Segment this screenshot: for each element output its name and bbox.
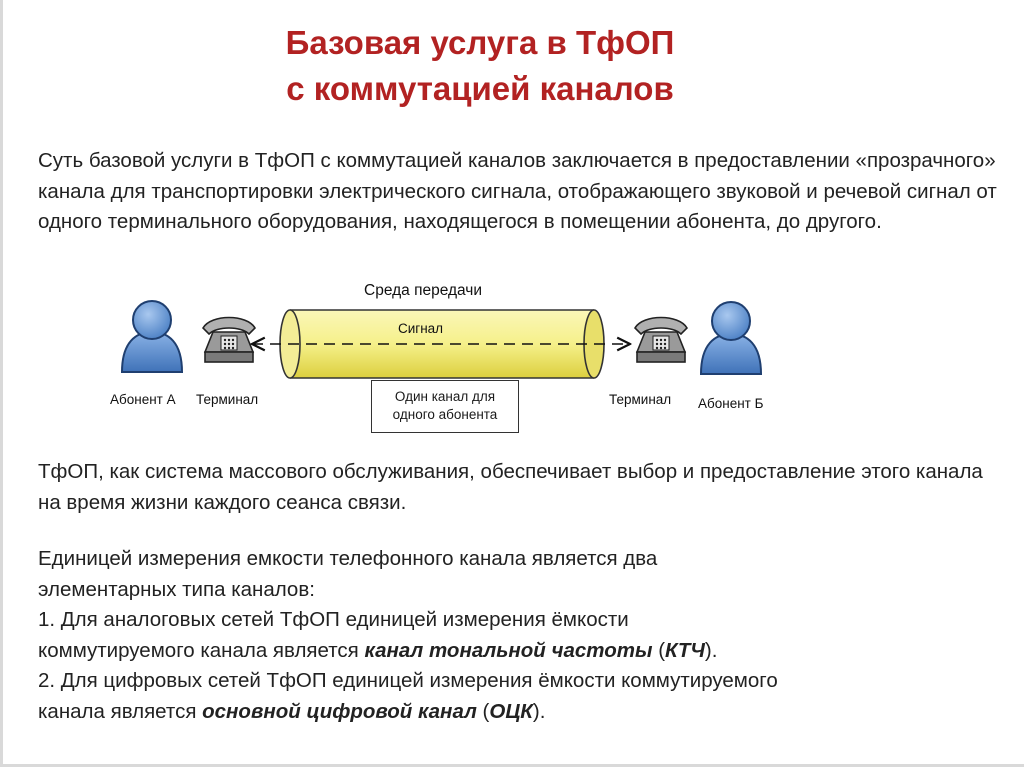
analog-open-paren: (	[652, 638, 666, 662]
ktch-term: канал тональной частоты	[364, 638, 653, 662]
analog-close-paren: ).	[704, 638, 718, 662]
person-b-icon	[701, 302, 761, 374]
digital-open-paren: (	[476, 699, 490, 723]
telephone-a-icon	[203, 318, 255, 363]
units-line-1: Единицей измерения емкости телефонного канала является два	[38, 547, 658, 570]
channel-units-paragraph	[38, 544, 998, 727]
title-line-1: Базовая услуга в ТфОП	[285, 24, 675, 61]
slide-title	[160, 20, 800, 112]
subscriber-a-label: Абонент А	[110, 392, 176, 407]
transmission-medium-label: Среда передачи	[364, 282, 483, 299]
person-a-icon	[122, 301, 182, 372]
telephone-b-icon	[635, 318, 687, 363]
signal-label: Сигнал	[398, 321, 444, 336]
otsk-term: основной цифровой канал	[202, 699, 477, 723]
ktch-abbr: КТЧ	[665, 638, 705, 662]
channel-box-line-2: одного абонента	[392, 407, 498, 422]
channel-callout-box	[371, 380, 519, 433]
analog-item-middle: коммутируемого канала является	[38, 638, 365, 662]
channel-diagram	[0, 270, 1024, 450]
analog-item-prefix: 1. Для аналоговых сетей ТфОП единицей измерения ёмкости	[38, 608, 629, 631]
otsk-abbr: ОЦК	[489, 699, 533, 723]
intro-paragraph: Суть базовой услуги в ТфОП с коммутацией каналов заключается в предоставлении «прозрачного» канала для транспортировки электрического сигнала, отображающего звуковой и речевой сигнал от одного терминального оборудования, находящегося в помещении абонента, до другого.	[38, 149, 997, 233]
digital-item-prefix: 2. Для цифровых сетей ТфОП единицей измерения ёмкости коммутируемого	[38, 669, 778, 692]
channel-box-line-1: Один канал для	[394, 389, 496, 404]
terminal-a-label: Терминал	[196, 392, 259, 407]
subscriber-b-label: Абонент Б	[698, 396, 764, 411]
digital-item-middle: канала является	[38, 699, 203, 723]
mass-service-paragraph: ТфОП, как система массового обслуживания, обеспечивает выбор и предоставление этого канала на время жизни каждого сеанса связи.	[38, 460, 983, 514]
units-line-2: элементарных типа каналов:	[38, 577, 315, 601]
digital-close-paren: ).	[532, 699, 546, 723]
terminal-b-label: Терминал	[609, 392, 672, 407]
title-line-2: с коммутацией каналов	[286, 70, 674, 107]
